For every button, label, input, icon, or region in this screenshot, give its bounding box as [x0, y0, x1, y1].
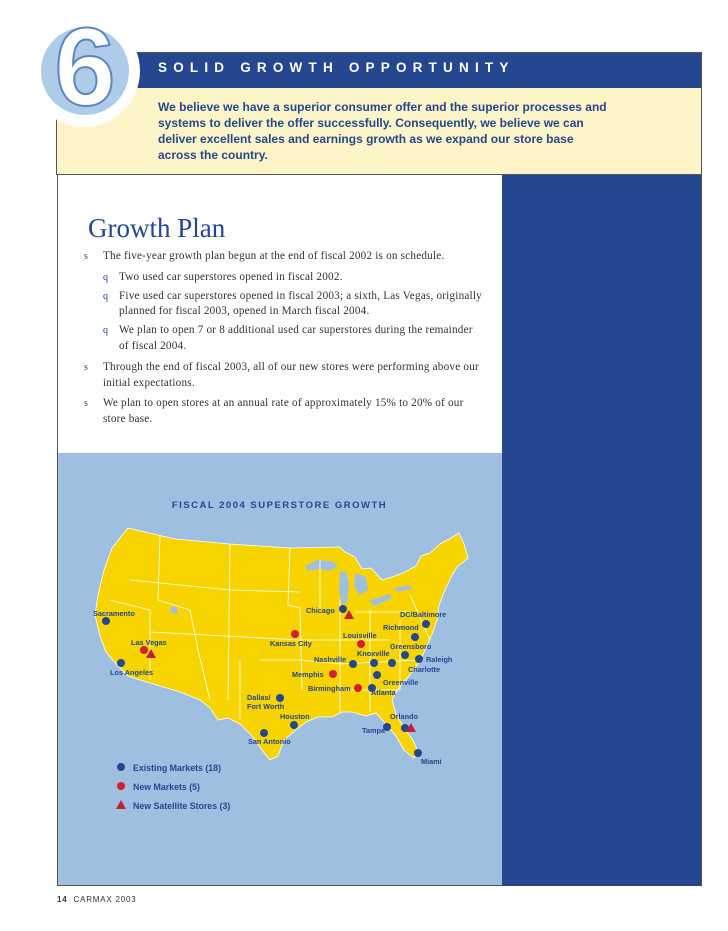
- growth-plan-title: Growth Plan: [88, 213, 226, 243]
- city-label: Nashville: [314, 655, 347, 664]
- legend-satellite-label: New Satellite Stores (3): [133, 801, 231, 811]
- marker-knoxville: [370, 659, 378, 667]
- section-description: We believe we have a superior consumer offer and the superior processes and systems to deliver the offer successfully. Consequently, we believe we can deliver excellent sales and earnings growth as we expand our store base across the country.: [158, 100, 607, 162]
- list-item-text: Through the end of fiscal 2003, all of our new stores were performing above our initial expectations.: [103, 360, 479, 389]
- legend-new-swatch: [117, 782, 125, 790]
- legend-new-label: New Markets (5): [133, 782, 200, 792]
- legend-satellite-swatch: [116, 800, 126, 809]
- marker-chicago: [339, 605, 347, 613]
- sub-marker: q: [103, 271, 109, 283]
- list-item-text: Two used car superstores opened in fiscal 2002.: [119, 270, 343, 283]
- marker-los-angeles: [117, 659, 125, 667]
- bullet-marker: s: [84, 251, 89, 262]
- marker-dallas: [276, 694, 284, 702]
- marker-richmond: [411, 633, 419, 641]
- city-label: San Antonio: [248, 737, 291, 746]
- page-number: 14: [57, 895, 68, 904]
- marker-birmingham: [354, 684, 362, 692]
- publication-name: CARMAX 2003: [73, 895, 137, 904]
- marker-memphis: [329, 670, 337, 678]
- bullet-marker: s: [84, 361, 89, 373]
- bullet-marker: s: [84, 398, 89, 410]
- legend-existing-swatch: [117, 763, 125, 771]
- page-footer: [57, 895, 137, 904]
- section-number: 6: [54, 6, 116, 129]
- city-label: Houston: [280, 712, 310, 721]
- marker-nashville: [349, 660, 357, 668]
- marker-sacramento: [102, 617, 110, 625]
- city-label: Raleigh: [426, 655, 453, 664]
- city-label: Richmond: [383, 623, 419, 632]
- map-legend: [116, 763, 230, 811]
- city-label: Sacramento: [93, 609, 135, 618]
- marker-greenville: [373, 671, 381, 679]
- list-item-text: The five-year growth plan begun at the end of fiscal 2002 is on schedule.: [103, 250, 445, 262]
- marker-miami: [414, 749, 422, 757]
- marker-raleigh: [415, 655, 423, 663]
- marker-las-vegas: [140, 646, 148, 654]
- marker-charlotte: [388, 659, 396, 667]
- city-label: Louisville: [343, 631, 377, 640]
- city-label: Greenville: [383, 678, 419, 687]
- city-label: Dallas/: [247, 693, 271, 702]
- marker-dc-baltimore: [422, 620, 430, 628]
- city-label: DC/Baltimore: [400, 610, 447, 619]
- section-title: SOLID GROWTH OPPORTUNITY: [158, 60, 515, 75]
- marker-san-antonio: [260, 729, 268, 737]
- city-label: Las Vegas: [131, 638, 167, 647]
- city-label: Memphis: [292, 670, 324, 679]
- city-label: Chicago: [306, 606, 335, 615]
- list-item-text: We plan to open stores at an annual rate of approximately 15% to 20% of our store base.: [103, 397, 464, 426]
- city-label: Charlotte: [408, 665, 441, 674]
- sub-marker: q: [103, 290, 109, 302]
- sub-marker: q: [103, 325, 109, 337]
- city-label: Tampa: [362, 726, 385, 735]
- marker-louisville: [357, 640, 365, 648]
- marker-houston: [290, 721, 298, 729]
- city-label: Knoxville: [357, 649, 390, 658]
- marker-greensboro: [401, 651, 409, 659]
- city-label: Los Angeles: [110, 668, 154, 677]
- city-label: Miami: [421, 757, 442, 766]
- city-label: Atlanta: [371, 688, 396, 697]
- city-label: Kansas City: [270, 639, 312, 648]
- city-label: Greensboro: [390, 642, 432, 651]
- list-item-text: Five used car superstores opened in fiscal 2003; a sixth, Las Vegas, originally planned for fiscal 2003, opened in March fiscal 2004.: [119, 289, 482, 318]
- list-item-text: We plan to open 7 or 8 additional used car superstores during the remainder of fiscal 2004.: [119, 324, 473, 352]
- legend-existing-label: Existing Markets (18): [133, 763, 221, 773]
- city-label: Fort Worth: [247, 702, 285, 711]
- map-title: FISCAL 2004 SUPERSTORE GROWTH: [171, 500, 388, 511]
- city-label: Orlando: [390, 712, 418, 721]
- marker-kansas-city: [291, 630, 299, 638]
- city-label: Birmingham: [308, 684, 351, 693]
